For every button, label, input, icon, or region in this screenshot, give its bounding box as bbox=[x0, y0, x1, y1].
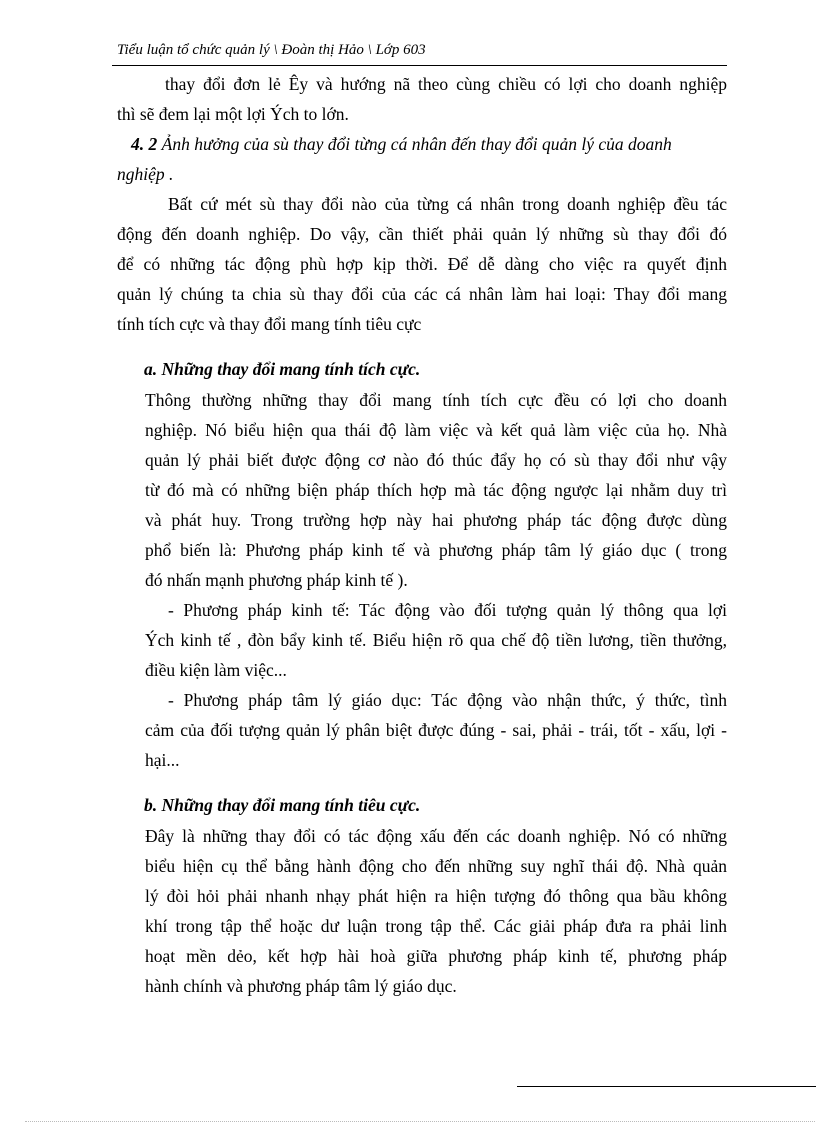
page-header: Tiểu luận tổ chức quản lý \ Đoàn thị Hảo \ Lớp 603 bbox=[117, 42, 426, 58]
paragraph-line: quản lý chúng ta chia sù thay đổi của các cá nhân làm hai loại: Thay đổi mang bbox=[117, 284, 727, 304]
paragraph-line: để có những tác động phù hợp kịp thời. Để dễ dàng cho việc ra quyết định bbox=[117, 254, 727, 274]
paragraph-line: thay đổi đơn lẻ Êy và hướng nã theo cùng chiều có lợi cho doanh nghiệp bbox=[165, 74, 727, 94]
page-bottom-border bbox=[25, 1121, 815, 1122]
paragraph-line: khí trong tập thể hoặc dư luận trong tập thể. Các giải pháp đưa ra phải linh bbox=[145, 916, 727, 936]
paragraph-line: Ých kinh tế , đòn bẩy kinh tế. Biểu hiện rõ qua chế độ tiền lương, tiền thưởng, bbox=[145, 630, 727, 650]
paragraph-line: hoạt mền dẻo, kết hợp hài hoà giữa phương pháp kinh tế, phương pháp bbox=[145, 946, 727, 966]
paragraph-line: thì sẽ đem lại một lợi Ých to lớn. bbox=[117, 104, 349, 124]
paragraph-line: phổ biến là: Phương pháp kinh tế và phương pháp tâm lý giáo dục ( trong bbox=[145, 540, 727, 560]
paragraph-line: biểu hiện cụ thể bằng hành động cho đến những suy nghĩ thái độ. Nhà quản bbox=[145, 856, 727, 876]
paragraph-line: hành chính và phương pháp tâm lý giáo dục. bbox=[145, 976, 457, 996]
paragraph-line: hại... bbox=[145, 750, 180, 770]
subheading-b: b. Những thay đổi mang tính tiêu cực. bbox=[144, 795, 421, 815]
paragraph-line: và phát huy. Trong trường hợp này hai phương pháp tác động được dùng bbox=[145, 510, 727, 530]
paragraph-line: động đến doanh nghiệp. Do vậy, cần thiết phải quản lý những sù thay đổi đó bbox=[117, 224, 727, 244]
section-title: Ảnh hưởng của sù thay đổi từng cá nhân đến thay đổi quản lý của doanh bbox=[161, 134, 672, 154]
header-rule bbox=[112, 65, 727, 66]
section-number: 4. 2 bbox=[131, 134, 158, 154]
subheading-a: a. Những thay đổi mang tính tích cực. bbox=[144, 359, 421, 379]
paragraph-line: - Phương pháp tâm lý giáo dục: Tác động vào nhận thức, ý thức, tình bbox=[168, 690, 727, 710]
section-title-cont: nghiệp . bbox=[117, 164, 174, 184]
paragraph-line: quản lý phải biết được động cơ nào đó thúc đẩy họ có sù thay đổi như vậy bbox=[145, 450, 727, 470]
paragraph-line: Thông thường những thay đổi mang tính tích cực đều có lợi cho doanh bbox=[145, 390, 727, 410]
paragraph-line: đó nhấn mạnh phương pháp kinh tế ). bbox=[145, 570, 408, 590]
paragraph-line: từ đó mà có những biện pháp thích hợp mà tác động ngược lại nhằm duy trì bbox=[145, 480, 727, 500]
section-heading-4-2 bbox=[131, 136, 672, 154]
paragraph-line: Đây là những thay đổi có tác động xấu đến các doanh nghiệp. Nó có những bbox=[145, 826, 727, 846]
paragraph-line: - Phương pháp kinh tế: Tác động vào đối tượng quản lý thông qua lợi bbox=[168, 600, 727, 620]
paragraph-line: tính tích cực và thay đổi mang tính tiêu cực bbox=[117, 314, 422, 334]
paragraph-line: lý đòi hỏi phải nhanh nhạy phát hiện ra hiện tượng đó thông qua bầu không bbox=[145, 886, 727, 906]
paragraph-line: cảm của đối tượng quản lý phân biệt được đúng - sai, phải - trái, tốt - xấu, lợi - bbox=[145, 720, 727, 740]
footer-rule bbox=[517, 1086, 816, 1087]
paragraph-line: điều kiện làm việc... bbox=[145, 660, 287, 680]
paragraph-line: nghiệp. Nó biểu hiện qua thái độ làm việc và kết quả làm việc của họ. Nhà bbox=[145, 420, 727, 440]
paragraph-line: Bất cứ mét sù thay đổi nào của từng cá nhân trong doanh nghiệp đều tác bbox=[168, 194, 727, 214]
